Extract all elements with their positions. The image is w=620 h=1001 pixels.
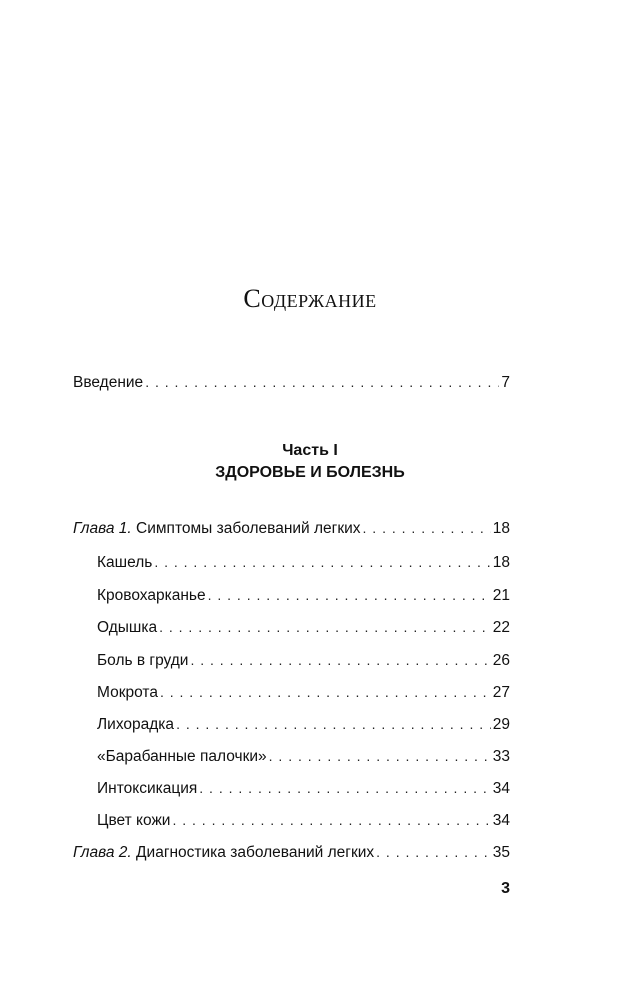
toc-entry-section[interactable] bbox=[97, 585, 510, 605]
dot-leader bbox=[376, 842, 491, 862]
toc-entry-section[interactable] bbox=[97, 810, 510, 830]
toc-page-number: 22 bbox=[492, 619, 510, 636]
toc-entry-label: Кровохарканье bbox=[97, 587, 206, 604]
toc-entry-label: Введение bbox=[73, 374, 144, 391]
toc-entry-label: Глава 1. Симптомы заболеваний легких bbox=[73, 520, 361, 537]
chapter-title: Симптомы заболеваний легких bbox=[136, 520, 361, 537]
toc-entry-intro[interactable] bbox=[73, 372, 510, 392]
toc-entry-label: Одышка bbox=[97, 619, 158, 636]
toc-entry-label: Цвет кожи bbox=[97, 812, 171, 829]
dot-leader bbox=[159, 617, 491, 637]
dot-leader bbox=[363, 518, 491, 538]
toc-entry-label: Интоксикация bbox=[97, 780, 198, 797]
page-title: Содержание bbox=[243, 284, 377, 313]
toc-page-number: 26 bbox=[492, 652, 510, 669]
toc-page-number: 18 bbox=[492, 520, 510, 537]
dot-leader bbox=[199, 778, 490, 798]
dot-leader bbox=[208, 585, 491, 605]
chapter-title: Диагностика заболеваний легких bbox=[136, 844, 375, 861]
toc-page-number: 27 bbox=[492, 684, 510, 701]
page-number: 3 bbox=[501, 880, 510, 897]
toc-page-number: 34 bbox=[492, 780, 510, 797]
dot-leader bbox=[145, 372, 499, 392]
toc-entry-label: Лихорадка bbox=[97, 716, 175, 733]
toc-entry-label: Боль в груди bbox=[97, 652, 189, 669]
dot-leader bbox=[172, 810, 490, 830]
toc-entry-label: Глава 2. Диагностика заболеваний легких bbox=[73, 844, 375, 861]
chapter-prefix: Глава 2 bbox=[73, 844, 128, 861]
chapter-prefix: Глава 1 bbox=[73, 520, 128, 537]
toc-page-number: 34 bbox=[492, 812, 510, 829]
toc-entry-section[interactable] bbox=[97, 714, 510, 734]
toc-entry-section[interactable] bbox=[97, 552, 510, 572]
toc-page-number: 33 bbox=[492, 748, 510, 765]
toc-page-number: 7 bbox=[501, 374, 510, 391]
part-number: Часть I bbox=[282, 442, 338, 459]
part-title: ЗДОРОВЬЕ И БОЛЕЗНЬ bbox=[215, 464, 405, 481]
toc-page-number: 18 bbox=[492, 554, 510, 571]
toc-entry-section[interactable] bbox=[97, 746, 510, 766]
toc-entry-section[interactable] bbox=[97, 617, 510, 637]
dot-leader bbox=[160, 682, 491, 702]
toc-entry-chapter-1[interactable] bbox=[73, 518, 510, 538]
toc-entry-chapter-2[interactable] bbox=[73, 842, 510, 862]
toc-entry-label: «Барабанные палочки» bbox=[97, 748, 267, 765]
toc-entry-section[interactable] bbox=[97, 682, 510, 702]
toc-page-number: 29 bbox=[492, 716, 510, 733]
toc-page-number: 35 bbox=[492, 844, 510, 861]
dot-leader bbox=[190, 650, 490, 670]
toc-entry-label: Мокрота bbox=[97, 684, 158, 701]
dot-leader bbox=[269, 746, 491, 766]
dot-leader bbox=[176, 714, 491, 734]
toc-entry-label: Кашель bbox=[97, 554, 153, 571]
toc-entry-section[interactable] bbox=[97, 650, 510, 670]
toc-page-number: 21 bbox=[492, 587, 510, 604]
dot-leader bbox=[154, 552, 490, 572]
toc-entry-section[interactable] bbox=[97, 778, 510, 798]
